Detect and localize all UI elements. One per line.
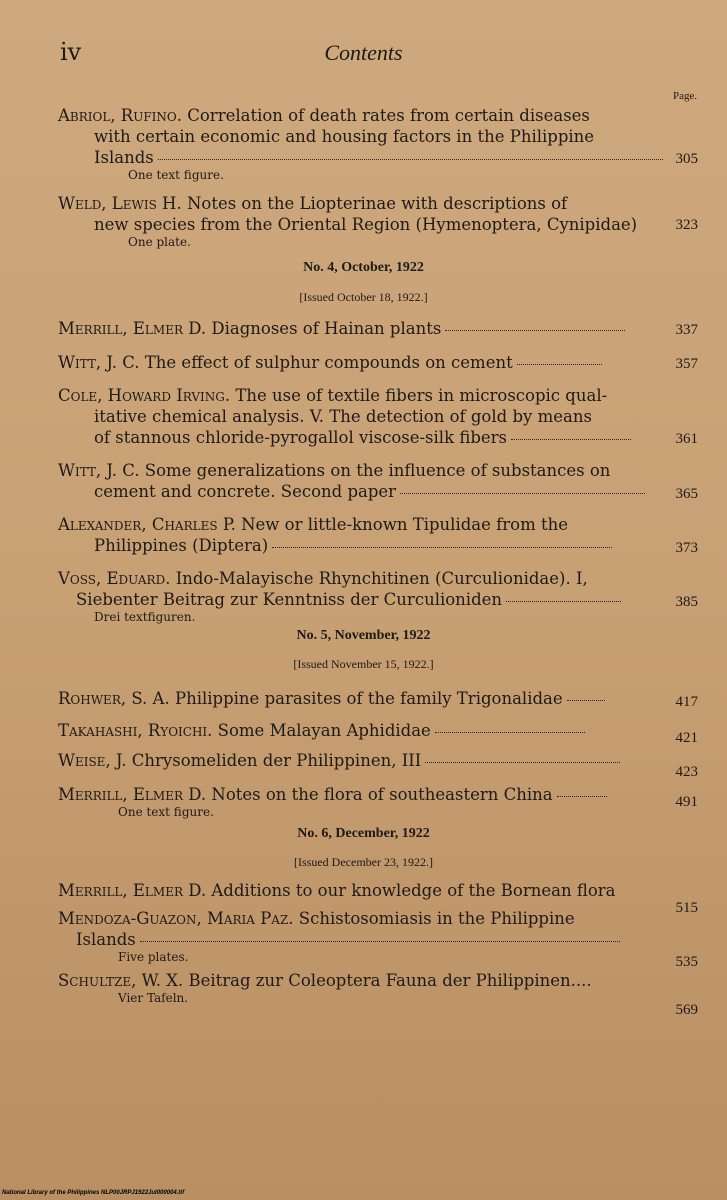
page-column-label: Page. <box>673 90 698 102</box>
entry-title-line: Schistosomiasis in the Philippine <box>298 909 575 928</box>
entry-title-line: Notes on the flora of southeastern China <box>211 785 553 804</box>
entry-author: Witt, J. C. <box>58 461 140 480</box>
entry-title-line: Beitrag zur Coleoptera Fauna der Philippinen.... <box>188 971 592 990</box>
entry-author: Alexander, Charles P. <box>58 515 236 534</box>
entry-title-line: Philippines (Diptera) <box>94 536 269 555</box>
entry-author: Witt, J. C. <box>58 353 140 372</box>
entry-page: 337 <box>675 322 698 338</box>
toc-entry <box>58 750 698 780</box>
issue-date: [Issued December 23, 1922.] <box>294 855 433 869</box>
entry-title-line: Islands <box>76 930 136 949</box>
entry-author: Voss, Eduard. <box>58 569 171 588</box>
entry-page: 417 <box>675 694 698 710</box>
entry-title-line: Some generalizations on the influence of substances on <box>144 461 611 480</box>
entry-note: One plate. <box>128 235 191 249</box>
entry-author: Merrill, Elmer D. <box>58 319 207 338</box>
entry-note: One text figure. <box>128 168 224 182</box>
entry-page: 515 <box>675 900 698 916</box>
entry-title-line: Siebenter Beitrag zur Kenntniss der Curculioniden <box>76 590 503 609</box>
entry-page: 569 <box>675 1002 698 1018</box>
entry-note: Drei textfiguren. <box>94 610 196 624</box>
entry-title-line: Correlation of death rates from certain diseases <box>187 106 590 125</box>
toc-entry <box>58 193 698 249</box>
entry-author: Takahashi, Ryoichi. <box>58 721 213 740</box>
toc-entry <box>58 514 698 556</box>
entry-author: Merrill, Elmer D. <box>58 785 207 804</box>
entry-title-line: Philippine parasites of the family Trigonalidae <box>174 689 563 708</box>
toc-entry <box>58 720 698 746</box>
entry-title-line: Some Malayan Aphididae <box>217 721 431 740</box>
entry-title-line: Indo-Malayische Rhynchitinen (Curculionidae). I, <box>175 569 588 588</box>
entry-author: Rohwer, S. A. <box>58 689 170 708</box>
entry-title-line: Additions to our knowledge of the Bornean flora <box>211 881 616 900</box>
entry-page: 385 <box>675 594 698 610</box>
entry-note: Five plates. <box>118 950 189 964</box>
toc-entry <box>58 460 698 502</box>
entry-title-line: Islands <box>94 148 154 167</box>
entry-author: Cole, Howard Irving. <box>58 386 231 405</box>
scan-footer: National Library of the Philippines NLP00JRPJ1922Jul000004.tif <box>2 1190 185 1196</box>
entry-note: One text figure. <box>118 805 214 819</box>
toc-entry <box>58 105 698 182</box>
entry-author: Weld, Lewis H. <box>58 194 182 213</box>
entry-page: 373 <box>675 540 698 556</box>
entry-title-line: cement and concrete. Second paper <box>94 482 397 501</box>
entry-title-line: new species from the Oriental Region (Hymenoptera, Cynipidae) <box>94 215 638 234</box>
entry-page: 357 <box>675 356 698 372</box>
entry-page: 361 <box>675 431 698 447</box>
toc-entry <box>58 784 698 819</box>
entry-page: 423 <box>675 764 698 780</box>
entry-page: 491 <box>675 794 698 810</box>
entry-page: 535 <box>675 954 698 970</box>
entry-author: Abriol, Rufino. <box>58 106 182 125</box>
toc-entry <box>58 385 698 448</box>
toc-entry <box>58 352 698 373</box>
entry-title-line: itative chemical analysis. V. The detection of gold by means <box>94 407 592 426</box>
entry-author: Mendoza-Guazon, Maria Paz. <box>58 909 294 928</box>
entry-title-line: The effect of sulphur compounds on cement <box>144 353 513 372</box>
entry-title-line: of stannous chloride-pyrogallol viscose-silk fibers <box>94 428 508 447</box>
entry-title-line: Diagnoses of Hainan plants <box>211 319 442 338</box>
entry-page: 421 <box>675 730 698 746</box>
toc-entry <box>58 880 698 916</box>
entry-title-line: New or little-known Tipulidae from the <box>241 515 568 534</box>
page-number: iv <box>60 38 82 66</box>
entry-page: 365 <box>675 486 698 502</box>
issue-heading: No. 4, October, 1922 <box>303 260 424 275</box>
entry-page: 305 <box>675 151 698 167</box>
entry-title-line: with certain economic and housing factors in the Philippine <box>94 127 595 146</box>
issue-date: [Issued October 18, 1922.] <box>299 290 428 304</box>
toc-entry <box>58 318 698 339</box>
entry-page: 323 <box>675 217 698 233</box>
entry-title-line: Chrysomeliden der Philippinen, III <box>131 751 422 770</box>
entry-author: Merrill, Elmer D. <box>58 881 207 900</box>
issue-heading: No. 5, November, 1922 <box>296 628 431 643</box>
toc-entry <box>58 568 698 624</box>
page-title: Contents <box>324 40 403 65</box>
toc-entry <box>58 970 698 1018</box>
toc-entry <box>58 688 698 709</box>
entry-title-line: The use of textile fibers in microscopic qual- <box>235 386 608 405</box>
entry-note: Vier Tafeln. <box>118 991 189 1005</box>
entry-author: Schultze, W. X. <box>58 971 184 990</box>
issue-heading: No. 6, December, 1922 <box>297 826 430 841</box>
toc-entry <box>58 908 698 970</box>
entry-title-line: Notes on the Liopterinae with descriptions of <box>186 194 568 213</box>
issue-date: [Issued November 15, 1922.] <box>293 657 434 671</box>
entry-author: Weise, J. <box>58 751 127 770</box>
